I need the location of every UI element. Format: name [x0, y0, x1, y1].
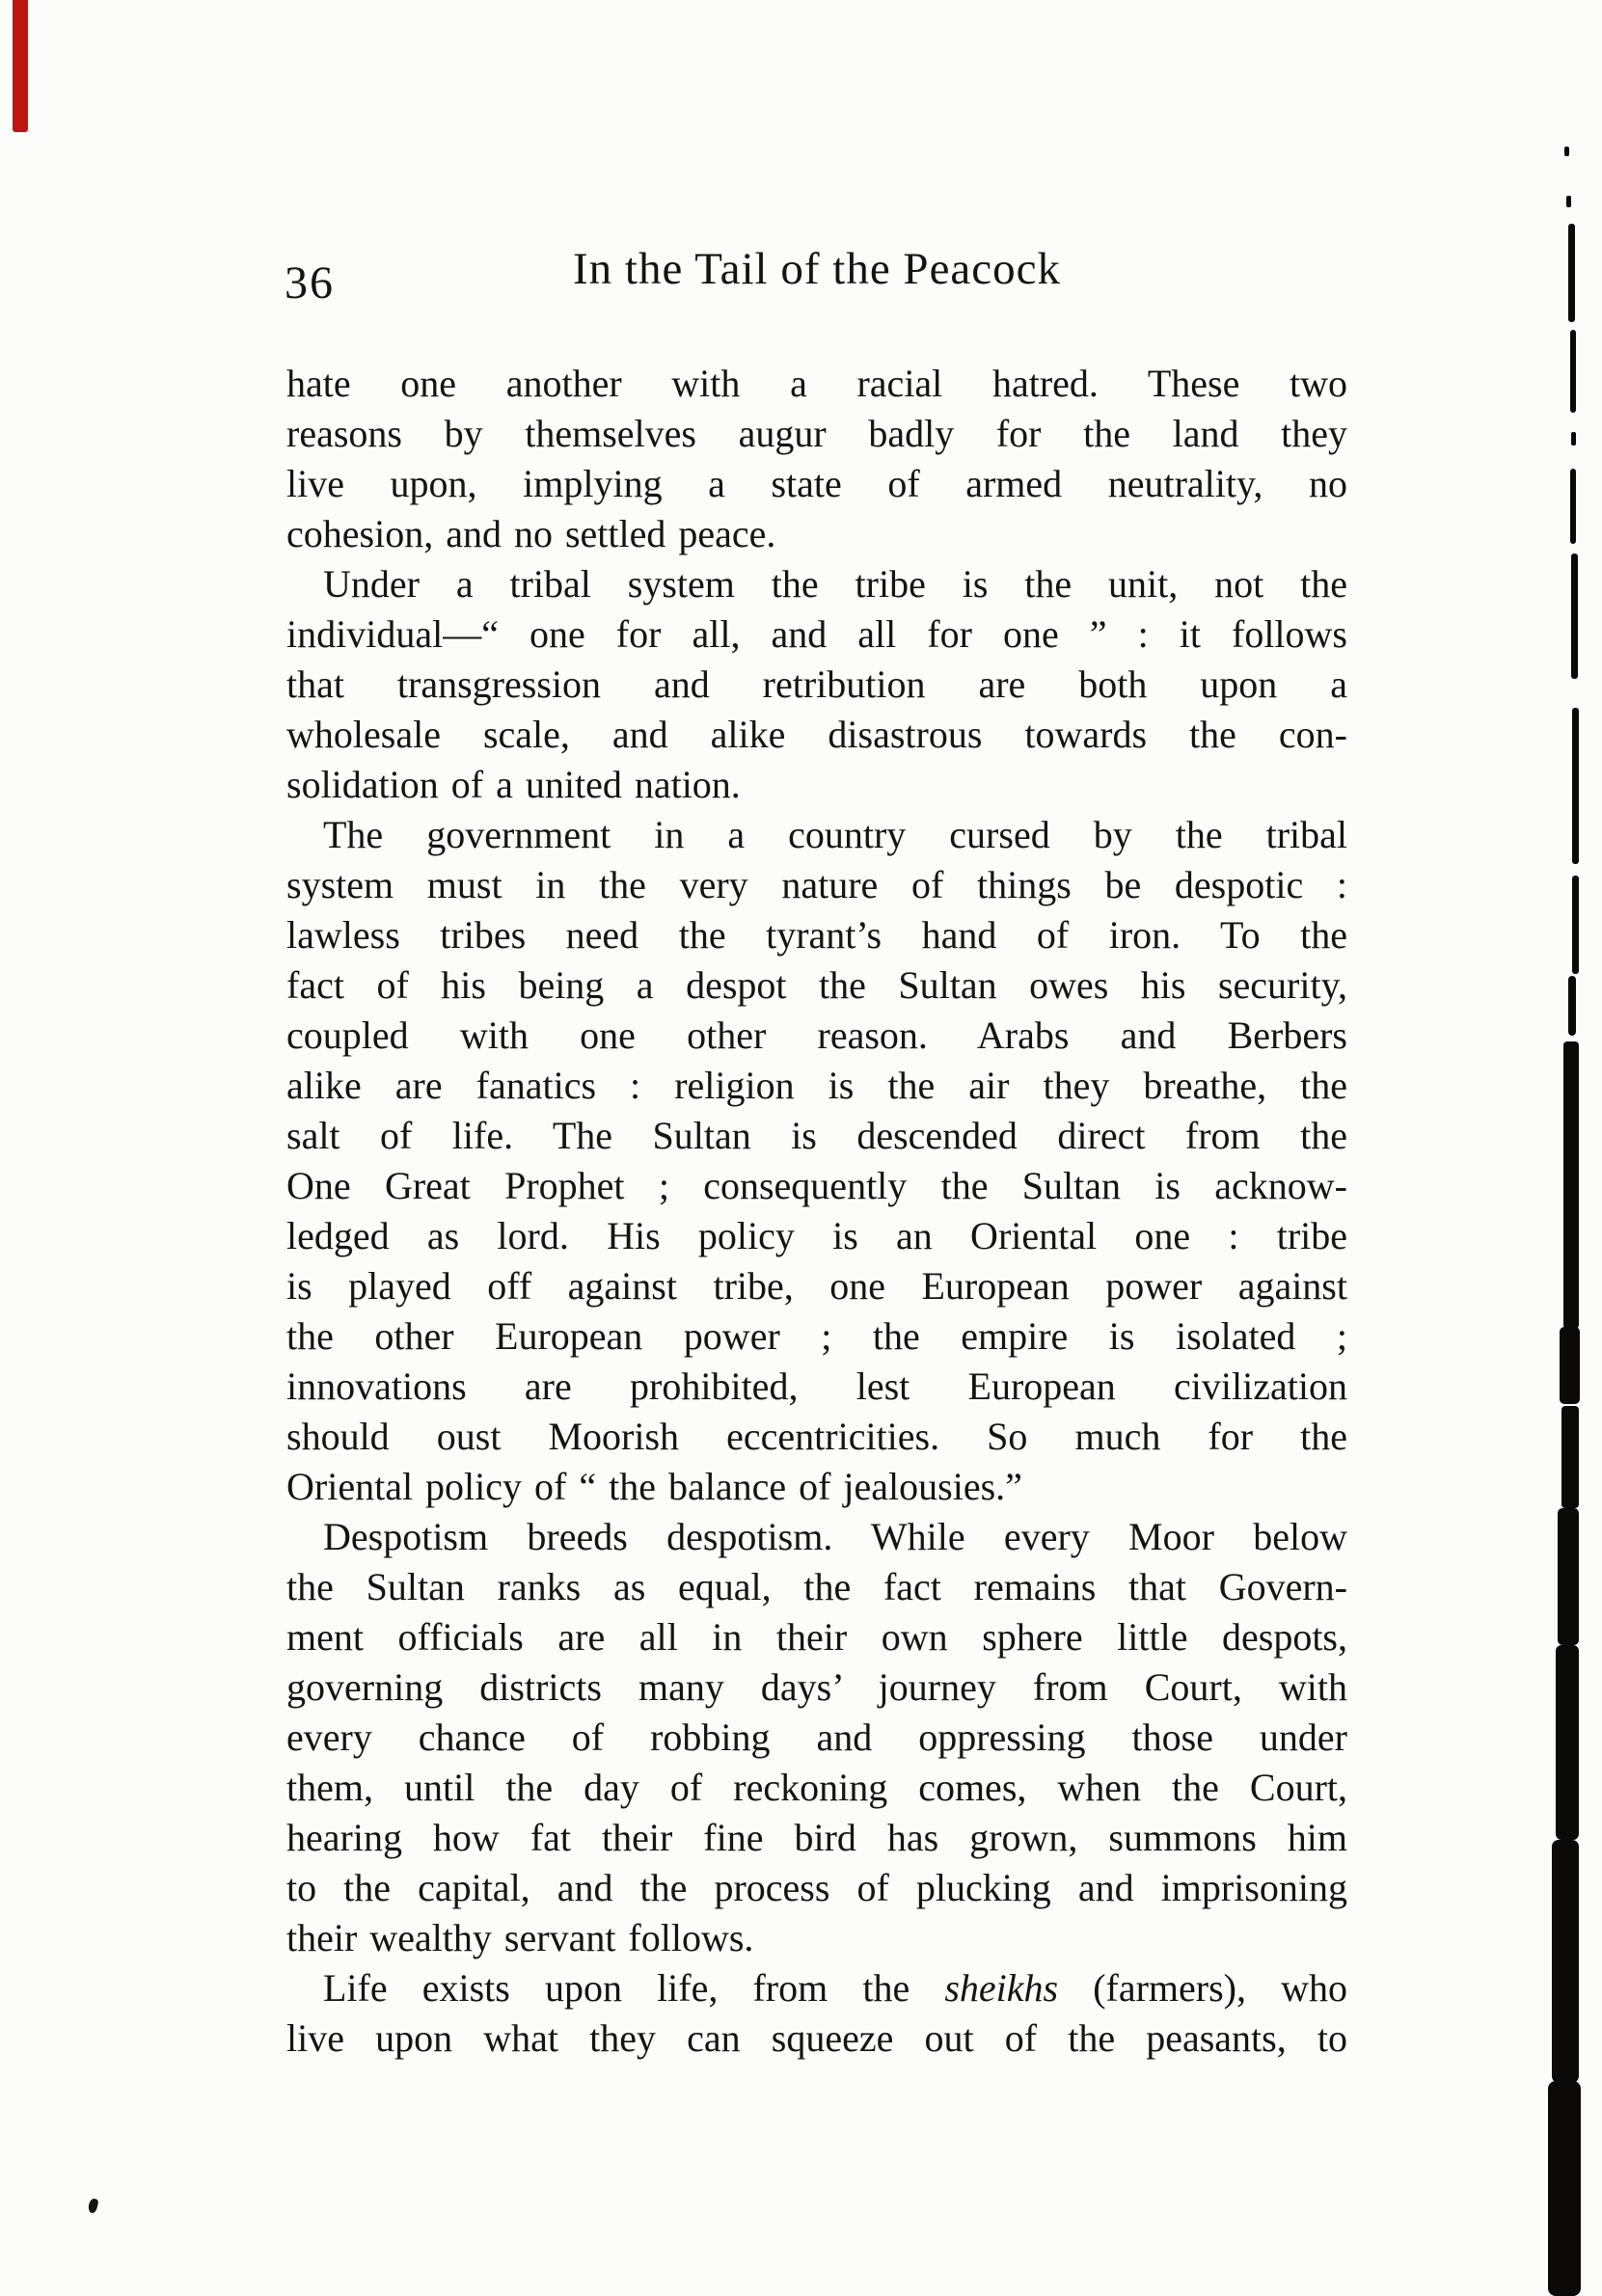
paragraph [286, 559, 1347, 810]
text-line: The government in a country cursed by the tribal [323, 813, 1347, 856]
running-header-title: In the Tail of the Peacock [572, 244, 1062, 294]
text-line: alike are fanatics : religion is the air they breathe, the [286, 1064, 1347, 1107]
text-line: their wealthy servant follows. [286, 1916, 754, 1959]
paragraph [286, 810, 1347, 1512]
text-line: One Great Prophet ; consequently the Sultan is acknow- [286, 1164, 1347, 1207]
text-line: wholesale scale, and alike disastrous towards the con- [286, 713, 1347, 756]
binding-shadow-segment [1568, 976, 1576, 1036]
ink-speck-artifact [87, 2198, 98, 2214]
paragraph [286, 359, 1347, 559]
binding-shadow-segment [1548, 2081, 1581, 2296]
binding-shadow-segment [1571, 554, 1578, 679]
page-number: 36 [285, 257, 335, 309]
binding-shadow-segment [1564, 147, 1569, 156]
text-line: ledged as lord. His policy is an Oriental one : tribe [286, 1214, 1347, 1257]
binding-shadow-segment [1572, 876, 1579, 974]
text-line: is played off against tribe, one European power against [286, 1264, 1347, 1308]
text-line: that transgression and retribution are both upon a [286, 662, 1347, 706]
text-line: every chance of robbing and oppressing those under [286, 1715, 1347, 1759]
text-line: governing districts many days’ journey from Court, with [286, 1665, 1347, 1709]
text-line: should oust Moorish eccentricities. So much for the [286, 1415, 1347, 1458]
text-line: lawless tribes need the tyrant’s hand of iron. To the [286, 913, 1347, 957]
binding-shadow-segment [1571, 432, 1576, 446]
text-line: fact of his being a despot the Sultan owes his security, [286, 963, 1347, 1007]
text-line: hate one another with a racial hatred. These two [286, 362, 1347, 405]
text-line: Under a tribal system the tribe is the unit, not the [323, 562, 1347, 606]
text-line: coupled with one other reason. Arabs and Berbers [286, 1013, 1347, 1057]
text-line: to the capital, and the process of plucking and imprisoning [286, 1866, 1347, 1909]
text-line: Oriental policy of “ the balance of jealousies.” [286, 1465, 1022, 1508]
text-line: ment officials are all in their own sphere little despots, [286, 1615, 1347, 1659]
text-line: the other European power ; the empire is isolated ; [286, 1314, 1347, 1358]
text-line: them, until the day of reckoning comes, when the Court, [286, 1766, 1347, 1809]
text-line: individual—“ one for all, and all for one ” : it follows [286, 612, 1347, 656]
binding-shadow-segment [1572, 708, 1579, 864]
text-line: the Sultan ranks as equal, the fact remains that Govern- [286, 1565, 1347, 1608]
binding-shadow-segment [1560, 1327, 1580, 1404]
paragraph [286, 1963, 1347, 2064]
binding-shadow-segment [1563, 1041, 1579, 1329]
binding-shadow-segment [1561, 1406, 1579, 1508]
text-line: Life exists upon life, from the sheikhs (farmers), who [323, 1966, 1347, 2010]
binding-shadow-segment [1570, 330, 1576, 413]
text-line: Despotism breeds despotism. While every Moor below [323, 1515, 1347, 1558]
text-line: system must in the very nature of things be despotic : [286, 863, 1347, 906]
binding-shadow-segment [1570, 469, 1576, 544]
binding-shadow-segment [1566, 196, 1571, 207]
paragraph [286, 1512, 1347, 1963]
scan-edge-red-strip-artifact [13, 0, 28, 132]
text-line: hearing how fat their fine bird has grown, summons him [286, 1816, 1347, 1859]
text-line: live upon, implying a state of armed neutrality, no [286, 462, 1347, 505]
text-line: cohesion, and no settled peace. [286, 512, 776, 555]
binding-shadow-segment [1556, 1645, 1579, 1840]
body-text-block [286, 359, 1347, 2064]
text-line: innovations are prohibited, lest European civilization [286, 1364, 1347, 1408]
text-line: reasons by themselves augur badly for the land they [286, 412, 1347, 455]
text-line: salt of life. The Sultan is descended direct from the [286, 1114, 1347, 1157]
text-line: live upon what they can squeeze out of the peasants, to [286, 2016, 1347, 2060]
text-line: solidation of a united nation. [286, 763, 741, 806]
binding-shadow-segment [1552, 1840, 1579, 2083]
binding-shadow-segment [1568, 224, 1575, 322]
binding-shadow-segment [1558, 1508, 1579, 1645]
